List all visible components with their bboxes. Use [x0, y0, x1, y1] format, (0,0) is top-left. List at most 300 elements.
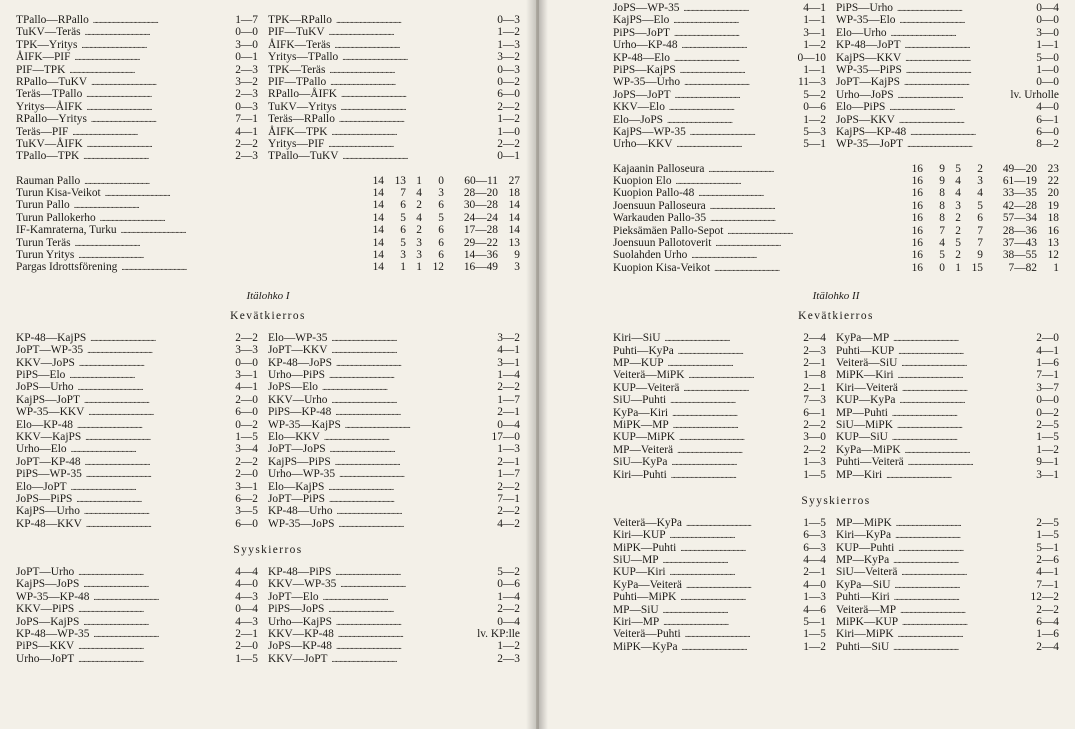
leader-dots — [329, 369, 488, 381]
match-row — [268, 394, 520, 406]
match-teams: JoPT—Elo — [268, 590, 319, 603]
match-row — [16, 332, 268, 344]
match-row — [613, 52, 836, 64]
points: 12 — [1047, 249, 1059, 262]
leader-dots — [332, 344, 489, 356]
match-row — [268, 344, 520, 356]
match-row — [16, 344, 268, 356]
match-teams: KKV—KP-48 — [268, 628, 334, 641]
goal-ratio: 30—28 — [463, 199, 498, 212]
match-teams: KajPS—PiPS — [268, 455, 331, 468]
leader-dots — [670, 566, 794, 578]
match-row — [613, 579, 836, 591]
autumn-round-results — [613, 517, 1059, 653]
games-played: 14 — [372, 187, 384, 200]
leader-dots — [85, 431, 226, 443]
match-row — [268, 369, 520, 381]
points: 27 — [508, 174, 520, 187]
leader-dots — [674, 27, 794, 39]
spring-round-title: Kevätkierros — [230, 309, 306, 322]
leader-dots — [328, 138, 488, 150]
leader-dots — [663, 616, 794, 628]
match-teams: TuKV—Yritys — [268, 100, 337, 113]
leader-dots — [679, 431, 794, 443]
match-teams: Elo—KP-48 — [16, 418, 73, 431]
match-score: 1—5 — [803, 516, 826, 529]
match-score: 5—1 — [1036, 541, 1059, 554]
match-score: 11—3 — [797, 76, 826, 89]
match-row — [16, 468, 268, 480]
leader-dots — [683, 382, 794, 394]
match-teams: JoPS—Urho — [16, 381, 74, 394]
match-results-top — [613, 2, 1059, 151]
match-teams: KajPS—Elo — [613, 14, 670, 27]
spring-round-results — [613, 332, 1059, 481]
leader-dots — [899, 114, 1027, 126]
match-row — [613, 138, 836, 150]
losses: 15 — [971, 261, 983, 274]
leader-dots — [100, 212, 358, 224]
points: 22 — [1047, 175, 1059, 188]
leader-dots — [894, 591, 1027, 603]
standings-row — [613, 187, 1059, 199]
match-teams: KP-48—WP-35 — [16, 628, 90, 641]
match-row — [16, 456, 268, 468]
match-row — [836, 394, 1059, 406]
leader-dots — [334, 39, 488, 51]
match-score: 3—1 — [497, 356, 520, 369]
match-teams: PiPS—WP-35 — [16, 468, 82, 481]
match-row — [836, 529, 1059, 541]
match-score: 5—0 — [1036, 51, 1059, 64]
team-name: IF-Kamraterna, Turku — [16, 224, 117, 237]
match-score: 2—2 — [1036, 603, 1059, 616]
leader-dots — [906, 64, 1027, 76]
leader-dots — [328, 481, 488, 493]
match-row — [613, 456, 836, 468]
match-teams: SiU—MiPK — [836, 418, 893, 431]
standings-row — [613, 225, 1059, 237]
match-score: 1—6 — [1036, 356, 1059, 369]
match-teams: MiPK—KyPa — [613, 640, 678, 653]
goal-ratio: 42—28 — [1002, 199, 1037, 212]
match-row — [268, 616, 520, 628]
games-played: 16 — [911, 261, 923, 274]
match-row — [613, 419, 836, 431]
leader-dots — [79, 357, 226, 369]
goal-ratio: 38—55 — [1002, 249, 1037, 262]
leader-dots — [83, 578, 226, 590]
leader-dots — [330, 443, 488, 455]
match-row — [836, 101, 1059, 113]
leader-dots — [86, 101, 226, 113]
leader-dots — [689, 369, 795, 381]
standings-row — [16, 187, 520, 199]
wins: 5 — [400, 236, 406, 249]
match-score: 1—6 — [1036, 628, 1059, 641]
match-row — [268, 578, 520, 590]
leader-dots — [88, 406, 226, 418]
team-name: Warkauden Pallo-35 — [613, 212, 707, 225]
match-row — [613, 114, 836, 126]
leader-dots — [90, 332, 226, 344]
match-teams: TPK—Teräs — [268, 63, 326, 76]
goal-ratio: 49—20 — [1002, 162, 1037, 175]
match-teams: Puhti—Veiterä — [836, 456, 904, 469]
points: 13 — [1047, 237, 1059, 250]
match-score: 6—4 — [1036, 616, 1059, 629]
leader-dots — [339, 468, 488, 480]
match-teams: KKV—Elo — [613, 101, 665, 114]
match-row — [836, 407, 1059, 419]
match-row — [836, 469, 1059, 481]
match-score: 17—0 — [491, 430, 520, 443]
match-row — [613, 529, 836, 541]
points: 18 — [1047, 212, 1059, 225]
leader-dots — [342, 150, 488, 162]
match-teams: KUP—KyPa — [836, 394, 896, 407]
match-score: 2—1 — [803, 356, 826, 369]
match-row — [268, 468, 520, 480]
match-row — [268, 443, 520, 455]
match-teams: Elo—JoPS — [613, 113, 664, 126]
match-teams: JoPS—PiPS — [16, 492, 73, 505]
match-row — [268, 64, 520, 76]
leader-dots — [87, 138, 226, 150]
match-row — [836, 14, 1059, 26]
wins: 13 — [394, 174, 406, 187]
leader-dots — [715, 237, 897, 249]
leader-dots — [329, 64, 488, 76]
leader-dots — [71, 481, 226, 493]
standings-row — [613, 237, 1059, 249]
match-row — [16, 603, 268, 615]
match-column-right — [836, 332, 1059, 481]
match-score: 7—1 — [235, 113, 258, 126]
match-teams: Elo—JoPT — [16, 480, 67, 493]
match-row — [836, 554, 1059, 566]
match-teams: Elo—WP-35 — [268, 331, 328, 344]
match-row — [836, 369, 1059, 381]
leader-dots — [72, 126, 226, 138]
match-score: 0—0 — [1036, 14, 1059, 27]
match-teams: TPK—RPallo — [268, 14, 332, 26]
match-teams: JoPT—WP-35 — [16, 344, 84, 357]
leader-dots — [896, 517, 1027, 529]
match-score: 3—0 — [1036, 26, 1059, 39]
match-teams: Veiterä—SiU — [836, 356, 898, 369]
match-teams: KKV—JoPS — [16, 356, 75, 369]
draws: 2 — [416, 224, 422, 237]
match-row — [16, 369, 268, 381]
losses: 12 — [432, 261, 444, 274]
leader-dots — [674, 52, 794, 64]
match-row — [16, 39, 268, 51]
leader-dots — [893, 641, 1027, 653]
match-teams: KKV—KajPS — [16, 430, 82, 443]
match-teams: KyPa—MP — [836, 332, 890, 345]
match-teams: Kiri—KyPa — [836, 529, 892, 542]
match-teams: Veiterä—KyPa — [613, 516, 682, 529]
match-row — [613, 591, 836, 603]
match-row — [613, 566, 836, 578]
wins: 3 — [400, 249, 406, 262]
match-row — [613, 394, 836, 406]
leader-dots — [91, 113, 226, 125]
match-score: 3—2 — [497, 51, 520, 64]
standings-row — [16, 175, 520, 187]
match-score: 6—0 — [497, 88, 520, 101]
match-score: 1—2 — [803, 640, 826, 653]
match-teams: PiPS—KP-48 — [268, 406, 332, 419]
wins: 6 — [400, 199, 406, 212]
match-teams: JoPT—KKV — [268, 344, 328, 357]
leader-dots — [908, 456, 1027, 468]
match-teams: Kiri—MiPK — [836, 628, 894, 641]
match-teams: ÅIFK—TPK — [268, 125, 328, 138]
match-teams: PIF—TPK — [16, 63, 66, 76]
leader-dots — [682, 39, 794, 51]
team-name: Turun Pallo — [16, 199, 70, 212]
match-teams: PIF—TPallo — [268, 75, 327, 88]
match-score: 1—3 — [803, 456, 826, 469]
leader-dots — [902, 616, 1027, 628]
match-teams: JoPS—Elo — [268, 381, 319, 394]
goal-ratio: 16—49 — [463, 261, 498, 274]
leader-dots — [667, 114, 794, 126]
match-score: 1—8 — [803, 369, 826, 382]
losses: 6 — [977, 212, 983, 225]
match-teams: Teräs—RPallo — [268, 113, 335, 126]
points: 13 — [508, 236, 520, 249]
leader-dots — [892, 407, 1027, 419]
match-score: 0—3 — [235, 100, 258, 113]
match-teams: KyPa—Veiterä — [613, 578, 682, 591]
match-row — [613, 14, 836, 26]
spring-round-title: Kevätkierros — [798, 310, 874, 323]
match-teams: Urho—Elo — [16, 443, 67, 456]
leader-dots — [680, 542, 794, 554]
leader-dots — [91, 76, 226, 88]
match-row — [268, 456, 520, 468]
goal-ratio: 57—34 — [1002, 212, 1037, 225]
match-score: 0—4 — [235, 603, 258, 616]
match-score: 2—2 — [497, 137, 520, 150]
match-teams: KP-48—Elo — [613, 51, 670, 64]
draws: 4 — [416, 187, 422, 200]
match-row — [16, 628, 268, 640]
match-score: 1—0 — [497, 125, 520, 138]
goal-ratio: 28—20 — [463, 187, 498, 200]
match-score: 6—3 — [803, 529, 826, 542]
match-row — [16, 431, 268, 443]
match-row — [836, 456, 1059, 468]
match-teams: MP—Kiri — [836, 468, 883, 481]
points: 18 — [508, 187, 520, 200]
team-name: Turun Teräs — [16, 236, 71, 249]
losses: 9 — [977, 249, 983, 262]
match-score: 2—3 — [497, 652, 520, 665]
leader-dots — [898, 345, 1027, 357]
match-score: 4—3 — [235, 590, 258, 603]
match-teams: KP-48—KajPS — [16, 331, 87, 344]
match-teams: Urho—JoPT — [16, 652, 75, 665]
team-name: Pargas Idrottsförening — [16, 261, 118, 274]
leader-dots — [331, 394, 488, 406]
match-score: 2—3 — [235, 63, 258, 76]
leader-dots — [895, 529, 1027, 541]
leader-dots — [898, 369, 1027, 381]
match-row — [268, 113, 520, 125]
leader-dots — [341, 101, 488, 113]
losses: 6 — [438, 249, 444, 262]
match-score: 0—0 — [235, 356, 258, 369]
match-row — [613, 431, 836, 443]
losses: 3 — [977, 175, 983, 188]
match-teams: Puhti—SiU — [836, 640, 890, 653]
match-row — [16, 518, 268, 530]
match-row — [836, 52, 1059, 64]
leader-dots — [78, 381, 226, 393]
losses: 5 — [438, 211, 444, 224]
match-teams: SiU—Puhti — [613, 394, 667, 407]
match-row — [613, 2, 836, 14]
match-score: 1—2 — [803, 113, 826, 126]
points: 14 — [508, 199, 520, 212]
match-teams: SiU—MP — [613, 554, 659, 567]
match-row — [836, 332, 1059, 344]
match-teams: Puhti—KyPa — [613, 344, 674, 357]
match-row — [16, 113, 268, 125]
match-row — [836, 542, 1059, 554]
leader-dots — [78, 566, 226, 578]
match-row — [836, 27, 1059, 39]
goal-ratio: 33—35 — [1002, 187, 1037, 200]
match-score: 12—2 — [1030, 591, 1059, 604]
match-teams: Urho—KKV — [613, 138, 673, 151]
match-row — [16, 381, 268, 393]
match-teams: KP-48—JoPS — [268, 356, 332, 369]
draws: 3 — [416, 236, 422, 249]
leader-dots — [714, 262, 897, 274]
leader-dots — [676, 138, 794, 150]
leader-dots — [337, 505, 488, 517]
match-teams: Yritys—ÅIFK — [16, 100, 83, 113]
match-score: 1—5 — [1036, 431, 1059, 444]
match-row — [16, 357, 268, 369]
match-score: 2—0 — [235, 640, 258, 653]
leader-dots — [894, 579, 1027, 591]
leader-dots — [83, 150, 226, 162]
match-row — [268, 603, 520, 615]
team-name: Turun Yritys — [16, 249, 75, 262]
match-row — [836, 419, 1059, 431]
match-teams: MP—Puhti — [836, 406, 888, 419]
leader-dots — [329, 26, 488, 38]
team-name: Suolahden Urho — [613, 249, 688, 262]
points: 16 — [1047, 224, 1059, 237]
leader-dots — [336, 14, 488, 26]
match-teams: Urho—JoPS — [836, 88, 894, 101]
match-row — [836, 138, 1059, 150]
match-score: 0—10 — [797, 51, 826, 64]
losses: 6 — [438, 224, 444, 237]
leader-dots — [340, 578, 488, 590]
match-score: 2—2 — [235, 137, 258, 150]
leader-dots — [105, 187, 358, 199]
games-played: 14 — [372, 224, 384, 237]
match-score: 1—7 — [497, 393, 520, 406]
match-score: 1—2 — [1036, 443, 1059, 456]
match-score: lv. KP:lle — [477, 628, 520, 641]
match-teams: WP-35—Elo — [836, 14, 896, 27]
goal-ratio: 24—24 — [463, 211, 498, 224]
games-played: 16 — [911, 187, 923, 200]
match-column-left — [613, 2, 836, 151]
match-teams: JoPT—PiPS — [268, 492, 325, 505]
match-score: 1—5 — [1036, 529, 1059, 542]
leader-dots — [898, 89, 1007, 101]
leader-dots — [710, 212, 897, 224]
match-row — [268, 14, 520, 26]
leader-dots — [335, 566, 488, 578]
games-played: 14 — [372, 174, 384, 187]
match-row — [268, 518, 520, 530]
match-row — [613, 357, 836, 369]
losses: 6 — [438, 236, 444, 249]
match-score: 5—1 — [803, 138, 826, 151]
match-row — [16, 566, 268, 578]
match-teams: KKV—WP-35 — [268, 578, 337, 591]
leader-dots — [85, 26, 226, 38]
leader-dots — [891, 27, 1027, 39]
wins: 5 — [400, 211, 406, 224]
match-score: 2—4 — [803, 332, 826, 345]
match-column-left — [613, 517, 836, 653]
match-row — [16, 64, 268, 76]
games-played: 14 — [372, 261, 384, 274]
games-played: 16 — [911, 212, 923, 225]
leader-dots — [78, 640, 226, 652]
match-teams: KKV—JoPT — [268, 652, 328, 665]
leader-dots — [93, 628, 226, 640]
match-teams: MP—KUP — [613, 356, 664, 369]
match-score: 2—0 — [235, 468, 258, 481]
match-row — [836, 345, 1059, 357]
leader-dots — [673, 419, 794, 431]
draws: 2 — [416, 199, 422, 212]
match-score: 2—3 — [235, 150, 258, 163]
match-score: 1—2 — [803, 39, 826, 52]
draws: 2 — [955, 249, 961, 262]
match-row — [613, 641, 836, 653]
match-row — [16, 76, 268, 88]
wins: 7 — [400, 187, 406, 200]
draws: 4 — [955, 187, 961, 200]
games-played: 16 — [911, 249, 923, 262]
standings-row — [613, 262, 1059, 274]
match-score: 3—4 — [235, 443, 258, 456]
leader-dots — [338, 628, 473, 640]
match-column-right — [268, 566, 520, 665]
match-score: 0—0 — [1036, 76, 1059, 89]
match-score: 8—2 — [1036, 138, 1059, 151]
match-teams: JoPS—JoPT — [613, 88, 671, 101]
leader-dots — [685, 628, 794, 640]
match-score: 0—2 — [235, 418, 258, 431]
leader-dots — [671, 469, 794, 481]
draws: 1 — [955, 261, 961, 274]
